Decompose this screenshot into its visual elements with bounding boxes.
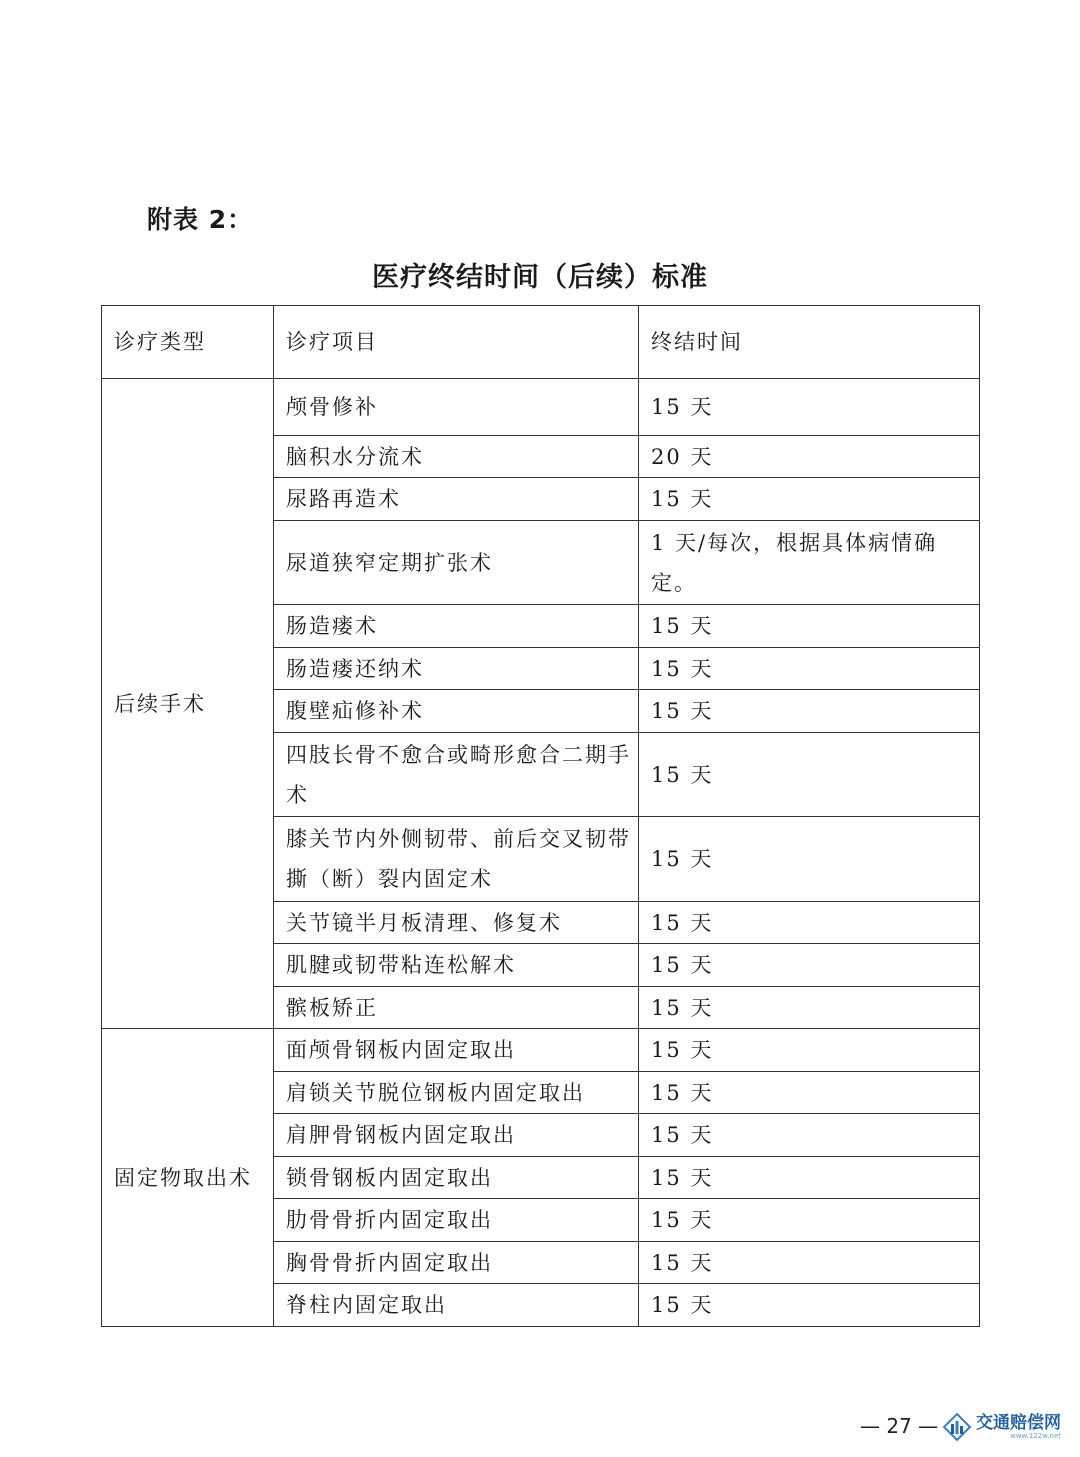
item-cell: 肩胛骨钢板内固定取出 [274, 1114, 639, 1157]
table-row [102, 379, 980, 436]
time-cell: 15 天 [639, 1114, 980, 1157]
brand-name: 交通赔偿网 [976, 1413, 1061, 1433]
time-cell: 15 天 [639, 817, 980, 902]
time-cell: 15 天 [639, 690, 980, 733]
item-cell: 肌腱或韧带粘连松解术 [274, 944, 639, 987]
building-logo-icon [942, 1412, 972, 1442]
time-cell: 20 天 [639, 436, 980, 478]
table-header-row [102, 306, 980, 379]
watermark-logo [942, 1412, 1061, 1442]
time-cell: 1 天/每次，根据具体病情确定。 [639, 521, 980, 605]
item-cell: 尿路再造术 [274, 478, 639, 521]
type-cell: 后续手术 [102, 379, 274, 1029]
item-cell: 关节镜半月板清理、修复术 [274, 902, 639, 944]
time-cell: 15 天 [639, 987, 980, 1029]
header-time: 终结时间 [639, 306, 980, 379]
time-cell: 15 天 [639, 605, 980, 648]
item-cell: 肠造瘘术 [274, 605, 639, 648]
time-cell: 15 天 [639, 1157, 980, 1199]
item-cell: 四肢长骨不愈合或畸形愈合二期手术 [274, 733, 639, 817]
time-cell: 15 天 [639, 733, 980, 817]
time-cell: 15 天 [639, 1242, 980, 1284]
type-cell: 固定物取出术 [102, 1029, 274, 1327]
standards-table [101, 305, 980, 1327]
page-number: — 27 — [860, 1414, 939, 1438]
table-title: 医疗终结时间（后续）标准 [372, 262, 708, 293]
time-cell: 15 天 [639, 1072, 980, 1114]
time-cell: 15 天 [639, 1284, 980, 1327]
item-cell: 腹壁疝修补术 [274, 690, 639, 733]
time-cell: 15 天 [639, 648, 980, 690]
time-cell: 15 天 [639, 1199, 980, 1242]
header-item: 诊疗项目 [274, 306, 639, 379]
item-cell: 肩锁关节脱位钢板内固定取出 [274, 1072, 639, 1114]
time-cell: 15 天 [639, 1029, 980, 1072]
time-cell: 15 天 [639, 478, 980, 521]
item-cell: 颅骨修补 [274, 379, 639, 436]
time-cell: 15 天 [639, 379, 980, 436]
time-cell: 15 天 [639, 944, 980, 987]
item-cell: 胸骨骨折内固定取出 [274, 1242, 639, 1284]
header-type: 诊疗类型 [102, 306, 274, 379]
item-cell: 面颅骨钢板内固定取出 [274, 1029, 639, 1072]
item-cell: 膝关节内外侧韧带、前后交叉韧带撕（断）裂内固定术 [274, 817, 639, 902]
item-cell: 尿道狭窄定期扩张术 [274, 521, 639, 605]
item-cell: 脊柱内固定取出 [274, 1284, 639, 1327]
appendix-label: 附表 2： [147, 205, 254, 234]
item-cell: 髌板矫正 [274, 987, 639, 1029]
item-cell: 锁骨钢板内固定取出 [274, 1157, 639, 1199]
time-cell: 15 天 [639, 902, 980, 944]
item-cell: 肠造瘘还纳术 [274, 648, 639, 690]
item-cell: 脑积水分流术 [274, 436, 639, 478]
table-row [102, 1029, 980, 1072]
item-cell: 肋骨骨折内固定取出 [274, 1199, 639, 1242]
brand-url: www.122w.net [1010, 1432, 1061, 1440]
